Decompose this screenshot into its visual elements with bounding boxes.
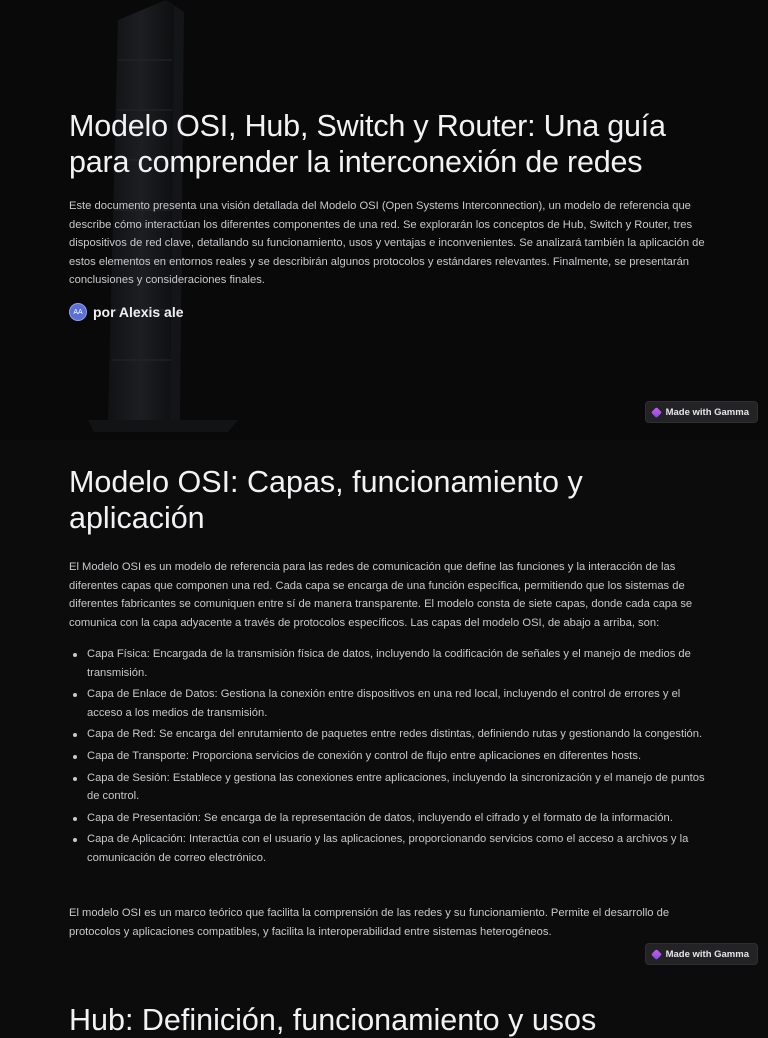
list-item: Capa de Presentación: Se encarga de la representación de datos, incluyendo el cifrado y el formato de la información. xyxy=(69,809,709,828)
osi-closing-paragraph: El modelo OSI es un marco teórico que facilita la comprensión de las redes y su funcionamiento. Permite el desarrollo de protocolos y aplicaciones compatibles, y facilita la interoperabilidad entre sistemas heterogéneos. xyxy=(69,907,670,938)
list-item: Capa Física: Encargada de la transmisión física de datos, incluyendo la codificación de señales y el manejo de medios de transmisión. xyxy=(69,645,709,682)
osi-intro-paragraph: El Modelo OSI es un modelo de referencia para las redes de comunicación que define las funciones y la interacción de las diferentes capas que componen una red. Cada capa se encarga de una función específica, permitiendo que los sistemas de diferentes fabricantes se comuniquen entre sí de manera transparente. El modelo consta de siete capas, donde cada capa se comunica con la capa adyacente a través de protocolos específicos. Las capas del modelo OSI, de abajo a arriba, son: xyxy=(69,561,693,629)
intro-paragraph: Este documento presenta una visión detallada del Modelo OSI (Open Systems Interconnection), un modelo de referencia que describe cómo interactúan los diferentes componentes de una red. Se explorarán los conceptos de Hub, Switch y Router, tres dispositivos de red clave, detallando su funcionamiento, usos y ventajas e inconvenientes. Se analizará también la aplicación de estos elementos en entornos reales y se describirán algunos protocolos y estándares relevantes. Finalmente, se presentarán conclusiones y consideraciones finales. xyxy=(69,200,705,287)
hub-section-title: Hub: Definición, funcionamiento y usos xyxy=(69,1003,597,1037)
gamma-logo-icon xyxy=(651,949,662,960)
osi-layers-list xyxy=(69,645,709,871)
avatar: AA xyxy=(69,303,87,321)
made-with-gamma-badge[interactable] xyxy=(645,943,758,965)
list-item: Capa de Sesión: Establece y gestiona las conexiones entre aplicaciones, incluyendo la sincronización y el manejo de puntos de control. xyxy=(69,769,709,806)
gamma-logo-icon xyxy=(651,407,662,418)
list-item: Capa de Enlace de Datos: Gestiona la conexión entre dispositivos en una red local, incluyendo el control de errores y el acceso a los medios de transmisión. xyxy=(69,685,709,722)
list-item: Capa de Red: Se encarga del enrutamiento de paquetes entre redes distintas, definiendo rutas y gestionando la congestión. xyxy=(69,725,709,744)
hero-card xyxy=(0,0,768,440)
list-item: Capa de Transporte: Proporciona servicios de conexión y control de flujo entre aplicaciones en diferentes hosts. xyxy=(69,747,709,766)
page-title: Modelo OSI, Hub, Switch y Router: Una guía para comprender la interconexión de redes xyxy=(69,109,666,179)
badge-label: Made with Gamma xyxy=(665,948,749,960)
made-with-gamma-badge[interactable] xyxy=(645,401,758,423)
author-name: por Alexis ale xyxy=(93,304,184,320)
badge-label: Made with Gamma xyxy=(665,406,749,418)
list-item: Capa de Aplicación: Interactúa con el usuario y las aplicaciones, proporcionando servicios como el acceso a archivos y la comunicación de correo electrónico. xyxy=(69,830,709,867)
author[interactable] xyxy=(69,303,184,321)
osi-section-title: Modelo OSI: Capas, funcionamiento y aplicación xyxy=(69,465,583,535)
